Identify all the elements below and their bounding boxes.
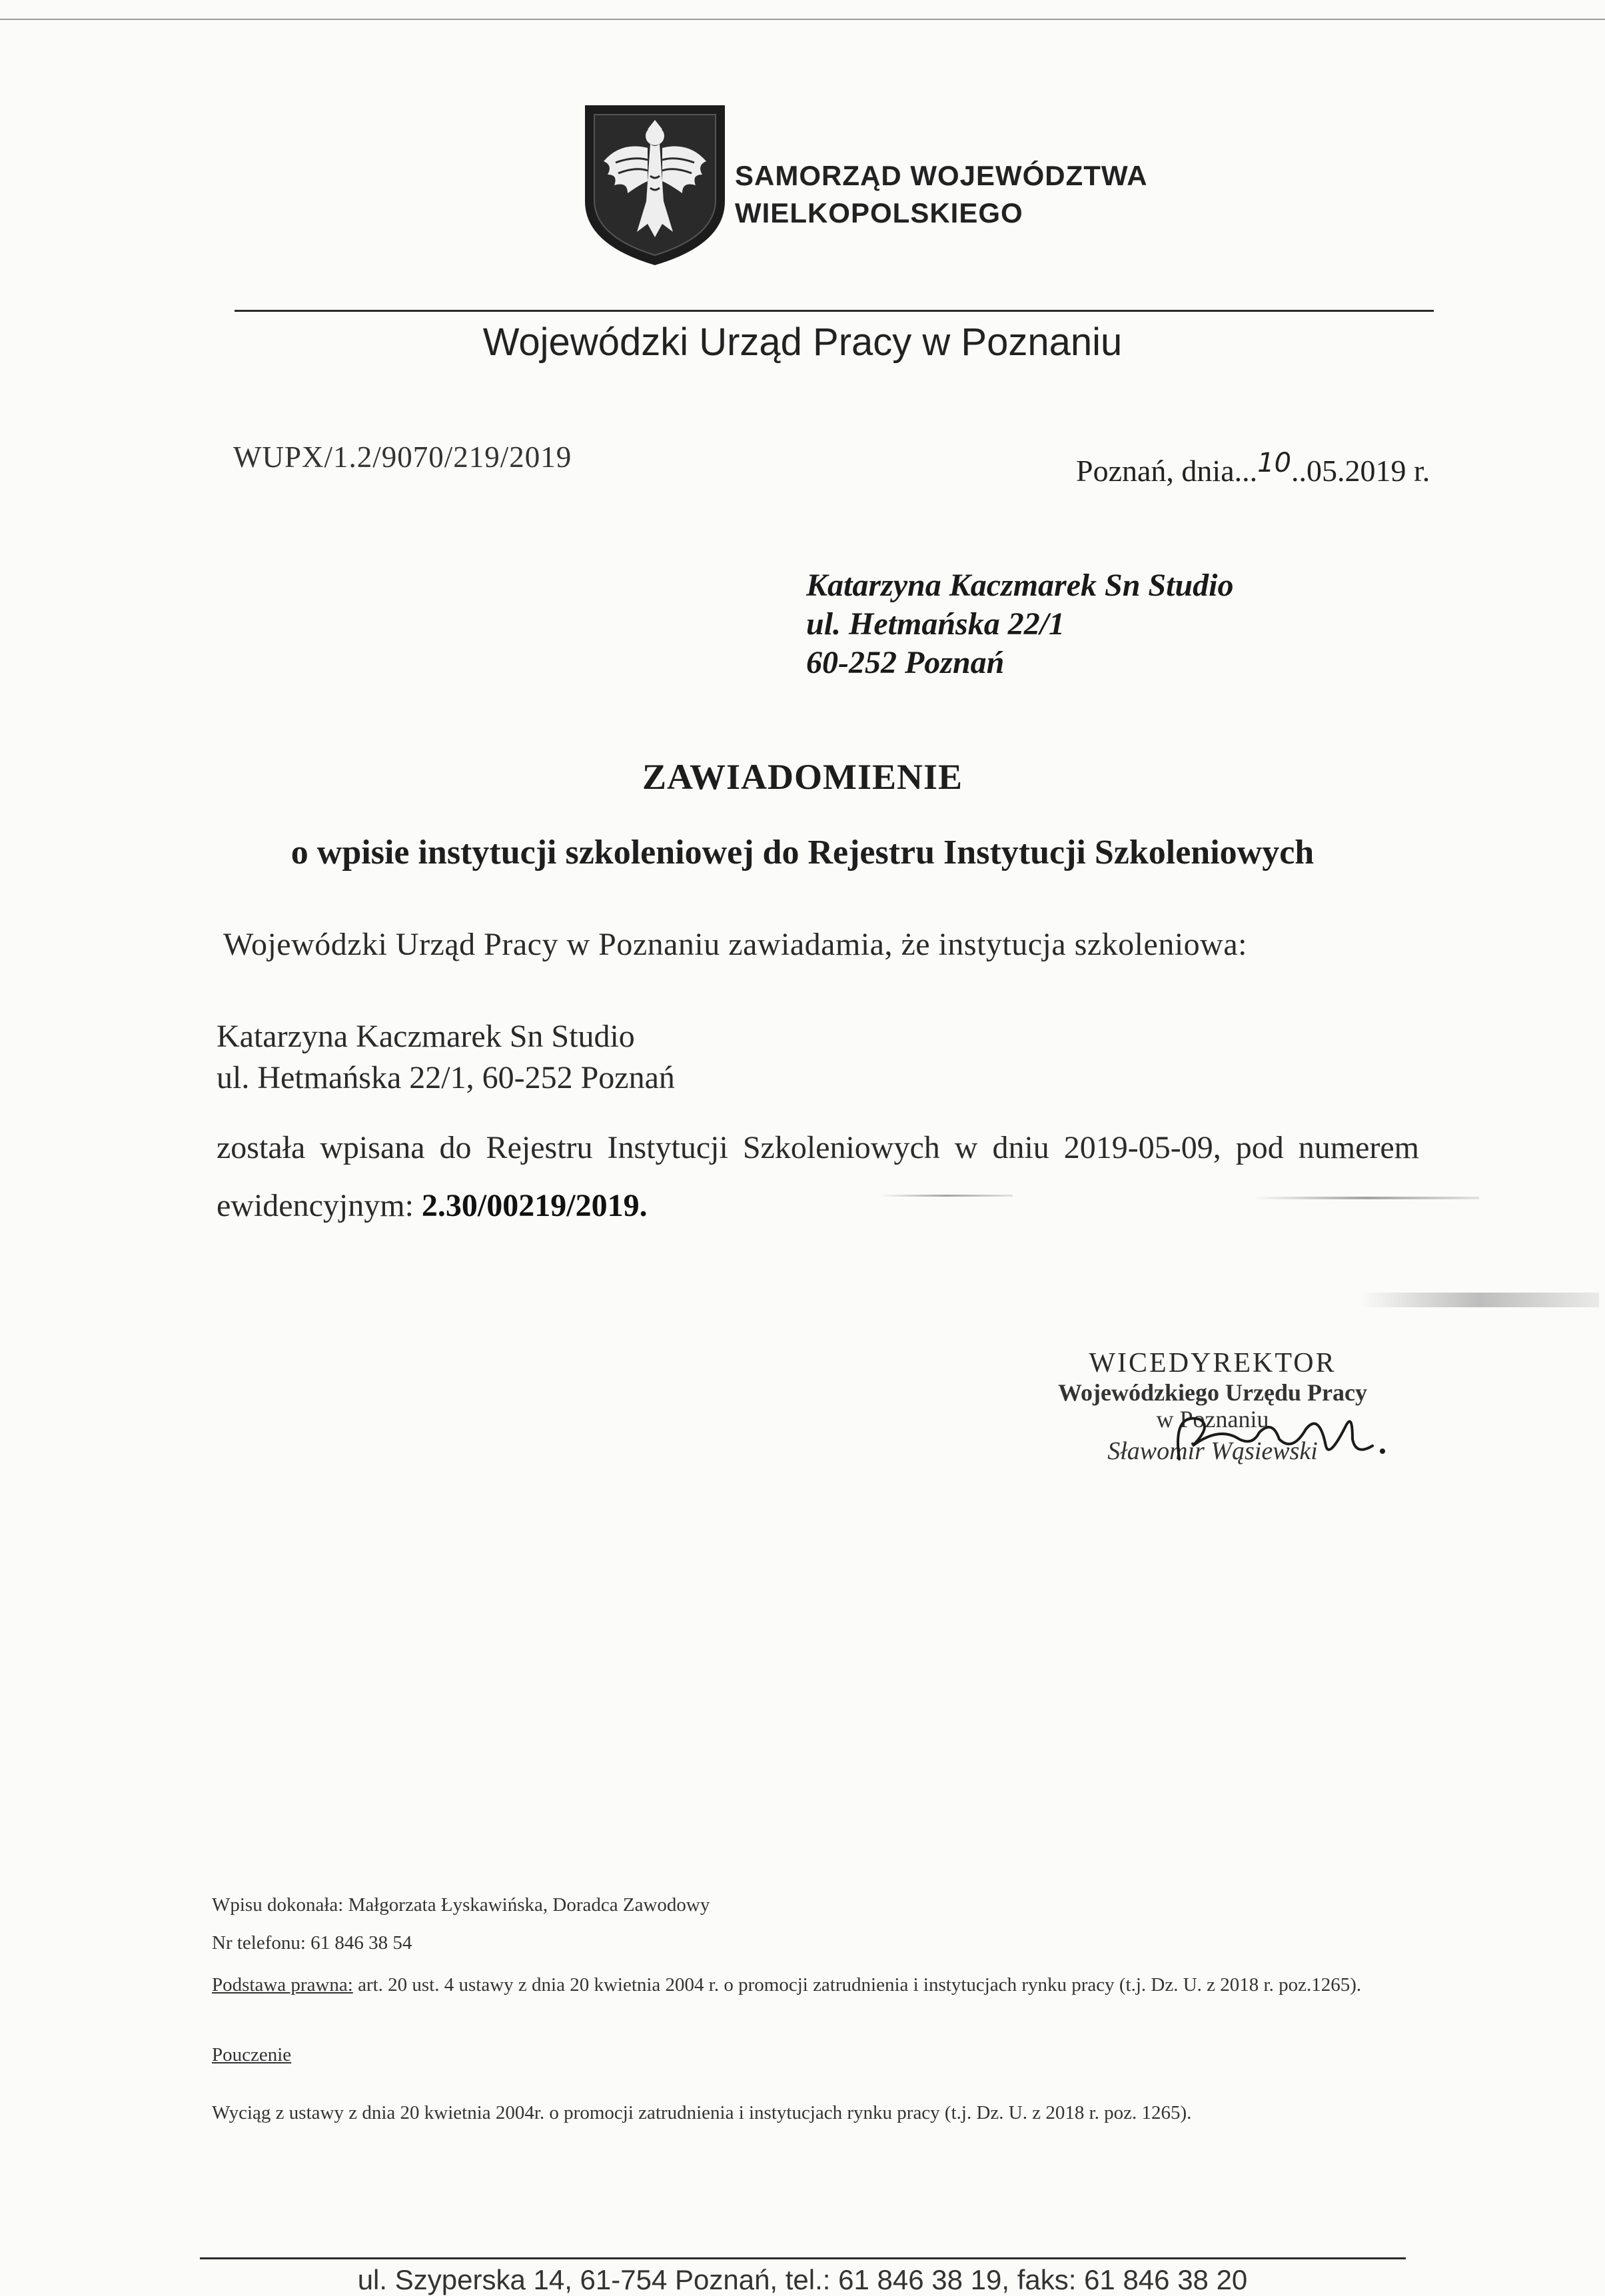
legal-basis: [212, 1974, 1464, 1996]
scan-smudge: [879, 1195, 1013, 1197]
scan-smudge: [1253, 1197, 1479, 1199]
date-day-handwritten: 10: [1257, 448, 1292, 478]
scan-edge-line: [0, 19, 1605, 20]
addressee-street: ul. Hetmańska 22/1: [806, 606, 1065, 642]
institution-address: ul. Hetmańska 22/1, 60-252 Poznań: [217, 1060, 675, 1095]
date-prefix: Poznań, dnia: [1076, 454, 1235, 488]
office-name: Wojewódzki Urząd Pracy w Poznaniu: [482, 320, 1123, 364]
phone-number: Nr telefonu: 61 846 38 54: [212, 1932, 412, 1954]
registry-number: 2.30/00219/2019.: [421, 1188, 648, 1223]
organization-name-line2: WIELKOPOLSKIEGO: [735, 197, 1023, 229]
signature-name: Sławomir Wąsiewski: [1107, 1437, 1318, 1465]
intro-paragraph: Wojewódzki Urząd Pracy w Poznaniu zawiadamia, że instytucja szkoleniowa:: [223, 927, 1247, 962]
legal-basis-label: Podstawa prawna:: [212, 1974, 353, 1996]
addressee-city: 60-252 Poznań: [806, 645, 1005, 680]
date-line: [1076, 448, 1430, 488]
eagle-crest-icon: [581, 101, 729, 268]
footer-divider: [200, 2257, 1406, 2259]
signature-city: w Poznaniu: [1156, 1406, 1269, 1433]
legal-basis-text: art. 20 ust. 4 ustawy z dnia 20 kwietnia 2004 r. o promocji zatrudnienia i instytucjach rynku pracy (t.j. Dz. U. z 2018 r. poz.1265).: [358, 1974, 1362, 1996]
entered-by: Wpisu dokonała: Małgorzata Łyskawińska, Doradca Zawodowy: [212, 1894, 710, 1916]
registry-number-prefix: ewidencyjnym:: [217, 1188, 414, 1223]
institution-name: Katarzyna Kaczmarek Sn Studio: [217, 1019, 635, 1054]
signature-org: Wojewódzkiego Urzędu Pracy: [1058, 1379, 1367, 1406]
registry-number-line: [217, 1187, 648, 1224]
date-dots-1: ...: [1234, 454, 1258, 488]
date-suffix: 05.2019 r.: [1307, 454, 1430, 488]
addressee-name: Katarzyna Kaczmarek Sn Studio: [806, 568, 1234, 603]
reference-number: WUPX/1.2/9070/219/2019: [233, 440, 572, 474]
organization-name-line1: SAMORZĄD WOJEWÓDZTWA: [735, 160, 1148, 191]
registration-statement: została wpisana do Rejestru Instytucji Szkoleniowych w dniu 2019-05-09, pod numerem: [217, 1130, 1420, 1165]
addressee-block: [806, 566, 1233, 682]
instruction-label: Pouczenie: [212, 2044, 292, 2065]
document-title: ZAWIADOMIENIE: [642, 757, 963, 797]
organization-name: [735, 157, 1148, 232]
document-subtitle: o wpisie instytucji szkoleniowej do Rejestru Instytucji Szkoleniowych: [290, 834, 1315, 871]
date-dots-2: ..: [1291, 454, 1307, 488]
law-excerpt: Wyciąg z ustawy z dnia 20 kwietnia 2004r. o promocji zatrudnienia i instytucjach rynku pracy (t.j. Dz. U. z 2018 r. poz. 1265).: [212, 2102, 1192, 2123]
institution-block: [217, 1016, 675, 1099]
header-divider: [235, 310, 1434, 312]
footer-address: ul. Szyperska 14, 61-754 Poznań, tel.: 61 846 38 19, faks: 61 846 38 20: [357, 2264, 1248, 2295]
scan-smudge: [1359, 1293, 1599, 1307]
handwritten-signature-icon: [1153, 1399, 1392, 1472]
signature-title: WICEDYREKTOR: [1089, 1348, 1337, 1379]
